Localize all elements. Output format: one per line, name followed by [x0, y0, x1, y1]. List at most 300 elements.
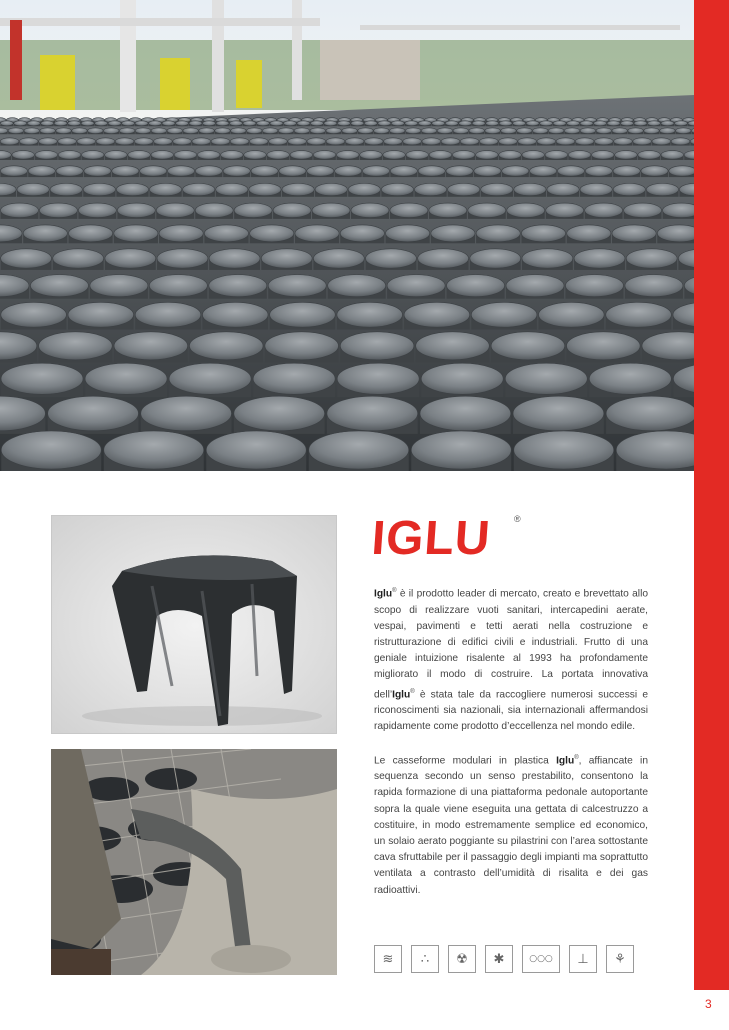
dome-formwork: [216, 183, 248, 195]
dome-formwork: [326, 138, 345, 145]
dome-formwork: [647, 121, 660, 126]
dome-formwork: [183, 183, 215, 195]
dome-formwork: [278, 128, 294, 134]
dome-formwork: [167, 128, 183, 134]
dome-formwork: [267, 151, 290, 160]
dome-formwork: [522, 151, 545, 160]
dome-formwork: [23, 225, 67, 242]
dome-formwork: [83, 183, 115, 195]
dome-formwork: [313, 249, 364, 268]
dome-formwork: [351, 121, 364, 126]
dome-formwork: [81, 121, 94, 126]
dome-formwork: [545, 151, 568, 160]
dome-formwork: [669, 166, 694, 176]
dome-formwork: [620, 121, 633, 126]
dome-formwork: [505, 363, 587, 394]
dome-formwork: [345, 138, 364, 145]
dome-formwork: [406, 151, 429, 160]
dome-formwork: [567, 225, 611, 242]
dome-formwork: [149, 183, 181, 195]
dome-formwork: [547, 183, 579, 195]
dome-formwork: [387, 275, 445, 297]
dome-formwork: [530, 166, 557, 176]
dome-formwork: [437, 128, 453, 134]
registered-mark: ®: [574, 754, 579, 761]
dome-formwork: [114, 332, 188, 360]
dome-formwork: [613, 183, 645, 195]
dome-formwork: [391, 121, 404, 126]
dome-formwork: [135, 128, 151, 134]
dome-formwork: [340, 332, 414, 360]
dome-formwork: [337, 302, 403, 327]
dome-formwork: [197, 151, 220, 160]
dome-formwork: [294, 128, 310, 134]
dome-formwork: [215, 128, 231, 134]
dome-formwork: [565, 275, 623, 297]
dome-formwork: [517, 128, 533, 134]
dome-formwork: [644, 128, 660, 134]
dome-formwork: [641, 166, 668, 176]
dome-formwork: [548, 128, 564, 134]
dome-formwork: [429, 151, 452, 160]
dome-formwork: [140, 166, 167, 176]
dome-formwork: [175, 121, 188, 126]
dome-formwork: [580, 183, 612, 195]
dome-formwork: [567, 121, 580, 126]
dome-formwork: [485, 128, 501, 134]
paragraph-1-text-a: è il prodotto leader di mercato, creato e brevettato allo scopo di realizzare vuoti sanitari, intercapedini aerate, vespai, pavimenti e tetti aerati nella costruzione e ristrutturazione di edifici civili e industriali. Frutto di una geniale intuizione risalente al 1993 ha profondamente migliorato il modo di costruire. La portata innovativa dell’: [374, 588, 648, 700]
snowflake-icon: ✱: [485, 945, 513, 973]
dome-formwork: [229, 121, 242, 126]
dome-formwork: [189, 121, 202, 126]
ventilation-icon: ≋: [374, 945, 402, 973]
dome-formwork: [0, 203, 38, 217]
dome-formwork: [445, 121, 458, 126]
dome-formwork: [90, 275, 148, 297]
dome-formwork: [270, 121, 283, 126]
dome-formwork: [661, 151, 684, 160]
dome-formwork: [12, 151, 35, 160]
dome-formwork: [546, 203, 584, 217]
dome-formwork: [360, 151, 383, 160]
dome-formwork: [39, 203, 77, 217]
dome-formwork: [41, 121, 54, 126]
dome-formwork: [268, 275, 326, 297]
dome-formwork: [243, 121, 256, 126]
dome-formwork: [310, 128, 326, 134]
dome-formwork: [533, 128, 549, 134]
dome-formwork: [418, 166, 445, 176]
dome-formwork: [117, 203, 155, 217]
dome-formwork: [295, 225, 339, 242]
paragraph-1-text-b: è stata tale da raccogliere numerosi successi e riconoscimenti sia nazionali, sia internazionali affermandosi rapidamente come prodotto d’eccellenza nel mondo edile.: [374, 689, 648, 733]
dome-formwork: [390, 128, 406, 134]
dome-formwork: [50, 183, 82, 195]
dome-formwork: [234, 203, 272, 217]
dome-formwork: [591, 151, 614, 160]
dome-formwork: [521, 225, 565, 242]
dome-formwork: [526, 121, 539, 126]
dome-formwork: [481, 183, 513, 195]
dome-formwork: [556, 138, 575, 145]
dome-formwork: [68, 302, 134, 327]
dome-formwork: [112, 166, 139, 176]
dome-formwork: [474, 166, 501, 176]
dome-formwork: [202, 121, 215, 126]
dome-formwork: [336, 151, 359, 160]
product-photo: [51, 515, 337, 734]
dome-formwork: [35, 151, 58, 160]
dome-formwork: [195, 166, 222, 176]
brand-name: Iglu: [392, 689, 411, 700]
dome-formwork: [362, 166, 389, 176]
dome-formwork: [24, 128, 40, 134]
dome-formwork: [460, 138, 479, 145]
dome-formwork: [337, 363, 419, 394]
dome-formwork: [195, 203, 233, 217]
page-number: 3: [705, 997, 712, 1011]
dome-formwork: [189, 332, 263, 360]
body-text: [374, 583, 648, 913]
dome-formwork: [553, 121, 566, 126]
dome-formwork: [471, 302, 537, 327]
dome-formwork: [288, 138, 307, 145]
dome-formwork: [499, 151, 522, 160]
dome-formwork: [522, 249, 573, 268]
dome-formwork: [539, 302, 605, 327]
dome-formwork: [501, 128, 517, 134]
dome-formwork: [134, 138, 153, 145]
dome-formwork: [156, 203, 194, 217]
registered-mark: ®: [392, 588, 397, 594]
dome-formwork: [199, 128, 215, 134]
dome-formwork: [326, 128, 342, 134]
paragraph-2-text-a: Le casseforme modulari in plastica: [374, 755, 557, 766]
dome-formwork: [122, 121, 135, 126]
dome-formwork: [105, 151, 128, 160]
dome-formwork: [192, 138, 211, 145]
logo-wordmark: IGLU: [374, 512, 493, 560]
dome-formwork: [652, 138, 671, 145]
dome-formwork: [96, 138, 115, 145]
dome-formwork: [351, 203, 389, 217]
dome-formwork: [638, 151, 661, 160]
dome-formwork: [297, 121, 310, 126]
dome-formwork: [414, 183, 446, 195]
dome-formwork: [337, 121, 350, 126]
dome-formwork: [418, 121, 431, 126]
dome-formwork: [183, 128, 199, 134]
dome-formwork: [209, 275, 267, 297]
dome-formwork: [378, 121, 391, 126]
dome-formwork: [28, 166, 55, 176]
dome-formwork: [390, 203, 428, 217]
dome-formwork: [149, 275, 207, 297]
dome-formwork: [432, 121, 445, 126]
dome-formwork: [518, 138, 537, 145]
dome-formwork: [615, 151, 638, 160]
dome-formwork: [0, 166, 27, 176]
dome-formwork: [0, 128, 8, 134]
dome-formwork: [429, 203, 467, 217]
dome-formwork: [327, 396, 418, 431]
dome-formwork: [1, 249, 52, 268]
dome-formwork: [574, 249, 625, 268]
dome-formwork: [499, 138, 518, 145]
dome-formwork: [384, 138, 403, 145]
dome-formwork: [660, 128, 676, 134]
dome-formwork: [403, 138, 422, 145]
dome-formwork: [119, 128, 135, 134]
feature-icons: [374, 945, 634, 973]
dome-formwork: [612, 225, 656, 242]
dome-formwork: [416, 332, 490, 360]
dome-formwork: [56, 166, 83, 176]
dome-formwork: [27, 121, 40, 126]
dome-formwork: [364, 121, 377, 126]
dome-formwork: [206, 431, 306, 469]
dome-formwork: [421, 128, 437, 134]
dome-formwork: [103, 128, 119, 134]
dome-formwork: [14, 121, 27, 126]
dome-formwork: [1, 363, 83, 394]
paragraph-1: [374, 583, 648, 736]
dome-formwork: [324, 121, 337, 126]
dome-formwork: [216, 121, 229, 126]
dome-formwork: [307, 166, 334, 176]
dome-formwork: [40, 128, 56, 134]
dome-formwork: [19, 138, 38, 145]
dome-formwork: [204, 225, 248, 242]
dome-formwork: [58, 151, 81, 160]
dome-formwork: [116, 183, 148, 195]
pillar-icon: ⊥: [569, 945, 597, 973]
dome-formwork: [472, 121, 485, 126]
dome-formwork: [30, 275, 88, 297]
dome-formwork: [151, 151, 174, 160]
dome-formwork: [661, 121, 674, 126]
dome-formwork: [418, 249, 469, 268]
dome-formwork: [405, 121, 418, 126]
dome-formwork: [269, 138, 288, 145]
dome-formwork: [81, 151, 104, 160]
dome-formwork: [470, 249, 521, 268]
dome-formwork: [313, 151, 336, 160]
dome-formwork: [279, 166, 306, 176]
dome-formwork: [270, 302, 336, 327]
dome-formwork: [39, 332, 113, 360]
dome-formwork: [580, 128, 596, 134]
dome-formwork: [626, 249, 677, 268]
dome-formwork: [262, 128, 278, 134]
dome-formwork: [513, 121, 526, 126]
dome-formwork: [211, 138, 230, 145]
dome-formwork: [383, 151, 406, 160]
dome-formwork: [56, 128, 72, 134]
dome-formwork: [135, 302, 201, 327]
dome-formwork: [459, 121, 472, 126]
dome-formwork: [348, 183, 380, 195]
dome-formwork: [246, 128, 262, 134]
dome-formwork: [624, 203, 662, 217]
dome-formwork: [335, 166, 362, 176]
dome-formwork: [104, 431, 204, 469]
dome-formwork: [580, 121, 593, 126]
dome-formwork: [173, 138, 192, 145]
dome-formwork: [230, 138, 249, 145]
dome-formwork: [386, 225, 430, 242]
dome-formwork: [68, 121, 81, 126]
dome-formwork: [452, 151, 475, 160]
dome-formwork: [441, 138, 460, 145]
dome-formwork: [221, 151, 244, 160]
dome-formwork: [613, 166, 640, 176]
dome-formwork: [78, 203, 116, 217]
dome-formwork: [77, 138, 96, 145]
dome-formwork: [476, 225, 520, 242]
dome-formwork: [1, 302, 67, 327]
iglu-logo: [374, 508, 534, 560]
dome-formwork: [244, 151, 267, 160]
dome-formwork: [585, 166, 612, 176]
dome-formwork: [469, 128, 485, 134]
dome-formwork: [128, 151, 151, 160]
dome-formwork: [448, 183, 480, 195]
dome-formwork: [411, 431, 511, 469]
dome-formwork: [502, 166, 529, 176]
dome-formwork: [256, 121, 269, 126]
dome-formwork: [633, 138, 652, 145]
dome-formwork: [0, 138, 19, 145]
dome-formwork: [328, 275, 386, 297]
dome-formwork: [162, 121, 175, 126]
dome-formwork: [596, 128, 612, 134]
paragraph-2-text-b: , affiancate in sequenza secondo un senso prestabilito, consentono la rapida formazione di una piattaforma pedonale autoportante sopra la quale viene eseguita una gettata di calcestruzzo a costituire, in modo estremamente semplice ed economico, un solaio aerato poggiante su pilastrini con l’area sottostante cava sfruttabile per il passaggio degli impianti ma soprattutto ventilata a contrasto dell’umidità di risalita e dei gas radioattivi.: [374, 755, 648, 896]
dome-formwork: [646, 183, 678, 195]
pipes-icon: ○○○: [522, 945, 560, 973]
dome-formwork: [486, 121, 499, 126]
dome-formwork: [422, 138, 441, 145]
dome-formwork: [366, 249, 417, 268]
dome-formwork: [249, 138, 268, 145]
dome-formwork: [315, 183, 347, 195]
dome-formwork: [157, 249, 208, 268]
dome-formwork: [676, 128, 692, 134]
dome-formwork: [202, 302, 268, 327]
dome-formwork: [628, 128, 644, 134]
dome-formwork: [453, 128, 469, 134]
dome-formwork: [537, 138, 556, 145]
dome-formwork: [84, 166, 111, 176]
hero-photo: [0, 0, 694, 471]
dome-formwork: [115, 138, 134, 145]
dome-formwork: [282, 183, 314, 195]
dome-formwork: [68, 225, 112, 242]
dome-formwork: [593, 121, 606, 126]
dome-formwork: [585, 203, 623, 217]
dome-formwork: [148, 121, 161, 126]
dome-formwork: [364, 138, 383, 145]
dome-formwork: [491, 332, 565, 360]
dome-formwork: [421, 363, 503, 394]
dome-formwork: [169, 363, 251, 394]
dome-formwork: [405, 128, 421, 134]
dome-formwork: [114, 225, 158, 242]
dome-formwork: [625, 275, 683, 297]
dome-formwork: [88, 128, 104, 134]
paragraph-2: [374, 750, 648, 899]
dome-formwork: [513, 396, 604, 431]
dome-formwork: [506, 275, 564, 297]
dome-formwork: [671, 138, 690, 145]
dome-formwork: [1, 431, 101, 469]
dome-formwork: [358, 128, 374, 134]
dome-formwork: [8, 128, 24, 134]
dome-formwork: [209, 249, 260, 268]
dome-formwork: [174, 151, 197, 160]
dome-formwork: [307, 138, 326, 145]
dome-formwork: [151, 128, 167, 134]
dome-formwork: [476, 151, 499, 160]
dome-formwork: [540, 121, 553, 126]
dome-formwork: [290, 151, 313, 160]
dome-formwork: [594, 138, 613, 145]
dome-formwork: [141, 396, 232, 431]
dome-formwork: [514, 183, 546, 195]
dome-formwork: [108, 121, 121, 126]
radiation-icon: ☢: [448, 945, 476, 973]
dome-formwork: [567, 332, 641, 360]
dome-formwork: [607, 121, 620, 126]
dome-formwork: [568, 151, 591, 160]
plant-icon: ⚘: [606, 945, 634, 973]
dome-formwork: [381, 183, 413, 195]
logo-registered-mark: ®: [514, 514, 521, 524]
dome-formwork: [95, 121, 108, 126]
dome-formwork: [39, 138, 58, 145]
dome-formwork: [167, 166, 194, 176]
dome-formwork: [446, 166, 473, 176]
dome-formwork: [431, 225, 475, 242]
dome-formwork: [231, 128, 247, 134]
dome-formwork: [310, 121, 323, 126]
dome-formwork: [135, 121, 148, 126]
dome-formwork: [85, 363, 167, 394]
dome-formwork: [612, 128, 628, 134]
registered-mark: ®: [410, 688, 415, 695]
dome-formwork: [447, 275, 505, 297]
dome-formwork: [499, 121, 512, 126]
dome-formwork: [342, 128, 358, 134]
dome-formwork: [514, 431, 614, 469]
dome-formwork: [606, 302, 672, 327]
dome-formwork: [53, 249, 104, 268]
brand-name: Iglu: [556, 755, 575, 766]
dome-formwork: [312, 203, 350, 217]
dome-formwork: [159, 225, 203, 242]
dome-formwork: [0, 121, 13, 126]
dome-formwork: [72, 128, 88, 134]
brand-name: Iglu: [374, 588, 393, 600]
dome-formwork: [250, 225, 294, 242]
dome-formwork: [404, 302, 470, 327]
dome-formwork: [606, 396, 694, 431]
dome-formwork: [253, 363, 335, 394]
dome-formwork: [309, 431, 409, 469]
dome-formwork: [105, 249, 156, 268]
dome-formwork: [251, 166, 278, 176]
dome-formwork: [234, 396, 325, 431]
